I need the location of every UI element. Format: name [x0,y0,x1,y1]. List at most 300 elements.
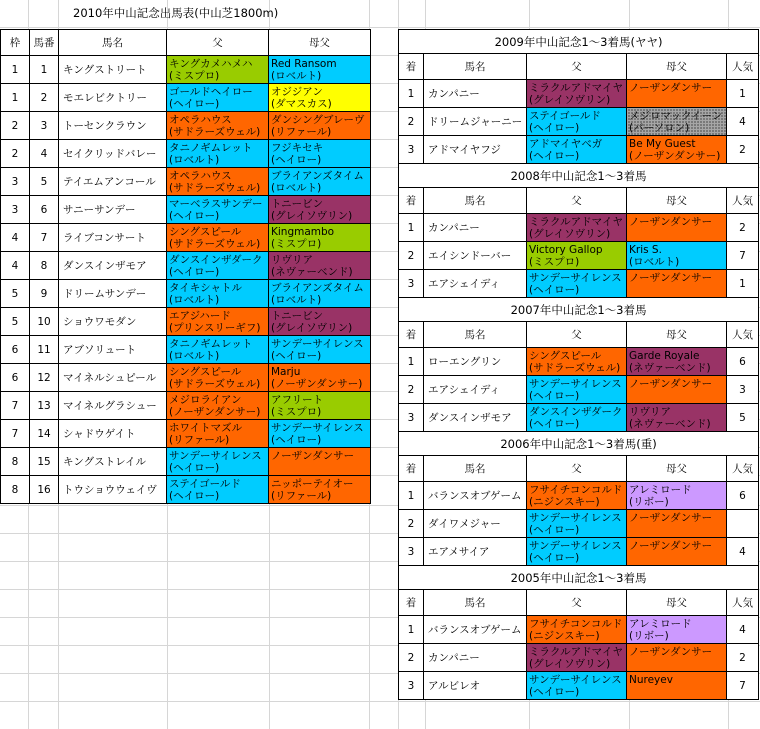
waku-cell[interactable]: 6 [1,364,30,392]
entry-row [1,336,371,364]
horse-name-cell[interactable]: バランスオブゲーム [424,616,527,644]
popularity-cell[interactable]: 6 [727,348,759,376]
finish-cell[interactable]: 3 [399,538,424,566]
damsire-cell-line1: Marju [271,365,301,378]
sire-cell-line2: (グレイソヴリン) [529,93,611,106]
damsire-cell[interactable] [269,252,371,280]
sire-cell[interactable] [527,348,627,376]
damsire-cell[interactable] [269,308,371,336]
popularity-cell[interactable]: 4 [727,108,759,136]
result-row [399,376,759,404]
sire-cell[interactable] [527,510,627,538]
horse-name-cell[interactable]: エアシェイディ [424,376,527,404]
damsire-cell-line1: ノーザンダンサー [629,645,713,658]
umaban-cell[interactable]: 6 [30,196,59,224]
results-header-row [399,188,759,214]
section-title-row [399,566,759,590]
damsire-cell-line2: (グレイソヴリン) [271,321,353,334]
section-title[interactable]: 2007年中山記念1～3着馬 [399,298,759,322]
horse-name-cell[interactable]: キングストレイル [59,448,167,476]
popularity-cell[interactable]: 4 [727,616,759,644]
header-horse-name[interactable]: 馬名 [424,54,527,80]
result-row [399,672,759,700]
sire-cell[interactable] [527,482,627,510]
sire-cell-line2: (リファール) [169,433,230,446]
damsire-cell-line2: (ネヴァーベンド) [629,417,711,430]
waku-cell[interactable]: 8 [1,448,30,476]
damsire-cell-line1: ノーザンダンサー [629,377,713,390]
popularity-cell[interactable]: 2 [727,136,759,164]
horse-name-cell[interactable]: トウショウウェイヴ [59,476,167,504]
umaban-cell[interactable]: 2 [30,84,59,112]
finish-cell[interactable]: 1 [399,214,424,242]
umaban-cell[interactable]: 12 [30,364,59,392]
waku-cell[interactable]: 4 [1,252,30,280]
header-sire[interactable]: 父 [527,590,627,616]
damsire-cell-line1: アレミロード [629,617,692,630]
horse-name-cell[interactable]: ダンスインザモア [59,252,167,280]
sire-cell[interactable] [167,420,269,448]
horse-name-cell[interactable]: ライブコンサート [59,224,167,252]
section-title-row [399,298,759,322]
sire-cell-line1: シングスピール [169,225,242,238]
sire-cell[interactable] [167,448,269,476]
damsire-cell-line2: (ミスプロ) [271,237,322,250]
sire-cell-line2: (ニジンスキー) [529,495,600,508]
horse-name-cell[interactable]: ドリームジャーニー [424,108,527,136]
sire-cell[interactable] [167,252,269,280]
damsire-cell-line1: サンデーサイレンス [271,421,364,434]
sire-cell[interactable] [527,136,627,164]
popularity-cell[interactable] [727,510,759,538]
damsire-cell[interactable] [627,482,727,510]
sire-cell-line2: (ヘイロー) [169,97,220,110]
sire-cell-line2: (サドラーズウェル) [169,237,261,250]
damsire-cell-line2 [629,390,726,402]
damsire-cell-line1: トニービン [271,309,324,322]
header-sire[interactable]: 父 [527,322,627,348]
damsire-cell-line2: (ロベルト) [271,293,322,306]
sire-cell-line1: キングカメハメハ [169,57,253,70]
damsire-cell-line2: (リボー) [629,495,669,508]
sire-cell-line2: (ヘイロー) [529,121,580,134]
damsire-cell-line1: Red Ransom [271,57,337,70]
horse-name-cell[interactable]: ドリームサンデー [59,280,167,308]
umaban-cell[interactable]: 5 [30,168,59,196]
sire-cell-line2: (ヘイロー) [529,149,580,162]
sire-cell-line1: メジロライアン [169,393,242,406]
waku-cell[interactable]: 1 [1,84,30,112]
result-row [399,616,759,644]
sire-cell[interactable] [167,168,269,196]
umaban-cell[interactable]: 3 [30,112,59,140]
header-damsire[interactable]: 母父 [627,54,727,80]
waku-cell[interactable]: 2 [1,112,30,140]
waku-cell[interactable]: 6 [1,336,30,364]
sire-cell[interactable] [527,616,627,644]
sire-cell-line1: サンデーサイレンス [529,377,622,390]
finish-cell[interactable]: 2 [399,510,424,538]
waku-cell[interactable]: 1 [1,56,30,84]
sire-cell-line1: サンデーサイレンス [529,271,622,284]
sire-cell-line1: オペラハウス [169,113,232,126]
damsire-cell[interactable] [269,392,371,420]
sire-cell-line1: ダンスインザダーク [529,405,623,418]
umaban-cell[interactable]: 15 [30,448,59,476]
header-popularity[interactable]: 人気 [727,188,759,214]
waku-cell[interactable]: 5 [1,308,30,336]
result-row [399,482,759,510]
finish-cell[interactable]: 1 [399,616,424,644]
sire-cell-line1: サンデーサイレンス [529,673,622,686]
horse-name-cell[interactable]: エイシンドーバー [424,242,527,270]
damsire-cell-line2: (パーソロン) [629,121,690,134]
damsire-cell-line2: (ノーザンダンサー) [271,377,363,390]
popularity-cell[interactable]: 1 [727,80,759,108]
horse-name-cell[interactable]: キングストリート [59,56,167,84]
waku-cell[interactable]: 5 [1,280,30,308]
horse-name-cell[interactable]: サニーサンデー [59,196,167,224]
entry-row [1,280,371,308]
sire-cell[interactable] [167,140,269,168]
entry-row [1,364,371,392]
waku-cell[interactable]: 3 [1,196,30,224]
header-horse-name[interactable]: 馬名 [424,322,527,348]
sire-cell[interactable] [167,308,269,336]
damsire-cell-line2: (ロベルト) [271,69,322,82]
sire-cell-line1: ミラクルアドマイヤ [529,81,623,94]
horse-name-cell[interactable]: アドマイヤフジ [424,136,527,164]
finish-cell[interactable]: 1 [399,482,424,510]
damsire-cell[interactable] [269,56,371,84]
damsire-cell-line1: ノーザンダンサー [271,449,355,462]
section-title[interactable]: 2008年中山記念1～3着馬 [399,164,759,188]
damsire-cell[interactable] [269,112,371,140]
result-row [399,214,759,242]
waku-cell[interactable]: 7 [1,392,30,420]
damsire-cell-line2: (グレイソヴリン) [271,209,353,222]
sire-cell[interactable] [527,242,627,270]
header-finish[interactable]: 着 [399,54,424,80]
popularity-cell[interactable]: 5 [727,404,759,432]
waku-cell[interactable]: 3 [1,168,30,196]
entry-row [1,112,371,140]
entry-row [1,84,371,112]
header-finish[interactable]: 着 [399,188,424,214]
damsire-cell[interactable] [269,140,371,168]
popularity-cell[interactable]: 3 [727,376,759,404]
result-row [399,510,759,538]
sire-cell-line2: (ヘイロー) [529,417,580,430]
damsire-cell-line2 [629,228,726,240]
sire-cell-line1: ステイゴールド [169,477,241,490]
waku-cell[interactable]: 4 [1,224,30,252]
horse-name-cell[interactable]: エアメサイア [424,538,527,566]
damsire-cell-line1: ノーザンダンサー [629,271,713,284]
damsire-cell-line2 [629,524,726,536]
sire-cell[interactable] [167,112,269,140]
horse-name-cell[interactable]: セイクリッドバレー [59,140,167,168]
damsire-cell[interactable] [269,224,371,252]
damsire-cell-line2: (ヘイロー) [271,433,322,446]
finish-cell[interactable]: 3 [399,136,424,164]
popularity-cell[interactable]: 2 [727,644,759,672]
damsire-cell[interactable] [269,420,371,448]
header-sire[interactable]: 父 [527,188,627,214]
sire-cell-line2: (ニジンスキー) [529,629,600,642]
header-damsire[interactable]: 母父 [627,456,727,482]
header-sire[interactable]: 父 [167,30,269,56]
damsire-cell[interactable] [627,644,727,672]
horse-name-cell[interactable]: バランスオブゲーム [424,482,527,510]
sire-cell-line1: タニノギムレット [169,141,253,154]
header-waku[interactable]: 枠 [1,30,30,56]
section-title[interactable]: 2009年中山記念1～3着馬(ヤヤ) [399,30,759,54]
header-damsire[interactable]: 母父 [627,188,727,214]
sire-cell[interactable] [167,476,269,504]
damsire-cell[interactable] [627,376,727,404]
section-title-row [399,30,759,54]
popularity-cell[interactable]: 2 [727,214,759,242]
finish-cell[interactable]: 2 [399,242,424,270]
header-popularity[interactable]: 人気 [727,456,759,482]
sire-cell[interactable] [527,644,627,672]
horse-name-cell[interactable]: エアシェイディ [424,270,527,298]
header-sire[interactable]: 父 [527,54,627,80]
damsire-cell[interactable] [627,214,727,242]
header-popularity[interactable]: 人気 [727,322,759,348]
horse-name-cell[interactable]: アルビレオ [424,672,527,700]
sire-cell[interactable] [527,214,627,242]
sire-cell[interactable] [527,270,627,298]
damsire-cell-line2 [629,284,726,296]
damsire-cell-line1: Nureyev [629,673,673,686]
umaban-cell[interactable]: 10 [30,308,59,336]
sire-cell[interactable] [167,84,269,112]
damsire-cell[interactable] [269,196,371,224]
sire-cell[interactable] [527,672,627,700]
entry-row [1,476,371,504]
umaban-cell[interactable]: 8 [30,252,59,280]
horse-name-cell[interactable]: マイネルグラシュー [59,392,167,420]
damsire-cell[interactable] [627,348,727,376]
umaban-cell[interactable]: 13 [30,392,59,420]
popularity-cell[interactable]: 1 [727,270,759,298]
sire-cell-line2: (サドラーズウェル) [169,125,261,138]
sire-cell[interactable] [527,80,627,108]
header-horse-name[interactable]: 馬名 [59,30,167,56]
header-finish[interactable]: 着 [399,590,424,616]
damsire-cell[interactable] [269,336,371,364]
sire-cell[interactable] [167,392,269,420]
sire-cell[interactable] [527,404,627,432]
finish-cell[interactable]: 2 [399,644,424,672]
damsire-cell-line2: (ネヴァーベンド) [629,361,711,374]
horse-name-cell[interactable]: カンパニー [424,80,527,108]
damsire-cell[interactable] [269,84,371,112]
header-sire[interactable]: 父 [527,456,627,482]
horse-name-cell[interactable]: ダイワメジャー [424,510,527,538]
result-row [399,108,759,136]
damsire-cell[interactable] [627,538,727,566]
result-row [399,404,759,432]
damsire-cell[interactable] [627,136,727,164]
umaban-cell[interactable]: 9 [30,280,59,308]
waku-cell[interactable]: 2 [1,140,30,168]
popularity-cell[interactable]: 4 [727,538,759,566]
damsire-cell[interactable] [269,476,371,504]
entry-row [1,56,371,84]
damsire-cell-line2: (ロベルト) [629,255,680,268]
sire-cell-line1: シングスピール [169,365,242,378]
horse-name-cell[interactable]: アブソリュート [59,336,167,364]
damsire-cell[interactable] [627,80,727,108]
sire-cell-line2: (ロベルト) [169,293,220,306]
sire-cell-line2: (プリンスリーギフ) [169,321,261,334]
damsire-cell-line1: ノーザンダンサー [629,215,713,228]
damsire-cell-line2: (ノーザンダンサー) [629,149,721,162]
horse-name-cell[interactable]: マイネルシュピール [59,364,167,392]
damsire-cell[interactable] [627,616,727,644]
waku-cell[interactable]: 8 [1,476,30,504]
damsire-cell[interactable] [627,510,727,538]
damsire-cell-line2 [271,462,370,474]
sire-cell-line2: (ロベルト) [169,153,220,166]
sire-cell[interactable] [167,56,269,84]
sire-cell[interactable] [527,538,627,566]
header-finish[interactable]: 着 [399,322,424,348]
damsire-cell-line1: ブライアンズタイム [271,281,364,294]
result-row [399,242,759,270]
entry-row [1,420,371,448]
header-umaban[interactable]: 馬番 [30,30,59,56]
umaban-cell[interactable]: 11 [30,336,59,364]
sire-cell[interactable] [167,364,269,392]
section-title[interactable]: 2005年中山記念1～3着馬 [399,566,759,590]
damsire-cell-line2: (ダマスカス) [271,97,332,110]
sire-cell-line1: サンデーサイレンス [529,511,622,524]
damsire-cell-line2: (リファール) [271,125,332,138]
header-popularity[interactable]: 人気 [727,590,759,616]
popularity-cell[interactable]: 7 [727,672,759,700]
damsire-cell-line1: ブライアンズタイム [271,169,364,182]
entry-row [1,168,371,196]
header-popularity[interactable]: 人気 [727,54,759,80]
damsire-cell-line2: (ネヴァーベンド) [271,265,353,278]
damsire-cell-line2: (ロベルト) [271,181,322,194]
finish-cell[interactable]: 3 [399,404,424,432]
section-title[interactable]: 2006年中山記念1～3着馬(重) [399,432,759,456]
header-horse-name[interactable]: 馬名 [424,188,527,214]
header-horse-name[interactable]: 馬名 [424,590,527,616]
horse-name-cell[interactable]: モエレビクトリー [59,84,167,112]
damsire-cell[interactable] [627,242,727,270]
horse-name-cell[interactable]: ローエングリン [424,348,527,376]
finish-cell[interactable]: 3 [399,270,424,298]
sire-cell-line1: エアジハード [169,309,231,322]
header-damsire[interactable]: 母父 [627,590,727,616]
finish-cell[interactable]: 2 [399,376,424,404]
damsire-cell[interactable] [269,168,371,196]
sire-cell[interactable] [167,280,269,308]
entry-row [1,448,371,476]
header-horse-name[interactable]: 馬名 [424,456,527,482]
sire-cell-line1: フサイチコンコルド [529,483,623,496]
sire-cell-line1: フサイチコンコルド [529,617,623,630]
damsire-cell-line1: メジロマックイーン [629,109,723,122]
sire-cell-line1: シングスピール [529,349,602,362]
umaban-cell[interactable]: 7 [30,224,59,252]
popularity-cell[interactable]: 7 [727,242,759,270]
results-header-row [399,590,759,616]
sire-cell-line1: マーベラスサンデー [169,197,263,210]
header-damsire[interactable]: 母父 [627,322,727,348]
horse-name-cell[interactable]: ダンスインザモア [424,404,527,432]
sire-cell[interactable] [527,376,627,404]
sire-cell[interactable] [527,108,627,136]
damsire-cell[interactable] [627,270,727,298]
damsire-cell-line2: (ヘイロー) [271,349,322,362]
damsire-cell[interactable] [269,280,371,308]
damsire-cell-line1: ダンシングブレーヴ [271,113,365,126]
sire-cell[interactable] [167,224,269,252]
horse-name-cell[interactable]: カンパニー [424,644,527,672]
finish-cell[interactable]: 2 [399,108,424,136]
damsire-cell-line1: リヴリア [629,405,671,418]
damsire-cell-line2 [629,658,726,670]
finish-cell[interactable]: 1 [399,348,424,376]
horse-name-cell[interactable]: ショウワモダン [59,308,167,336]
umaban-cell[interactable]: 1 [30,56,59,84]
umaban-cell[interactable]: 14 [30,420,59,448]
sire-cell[interactable] [167,336,269,364]
sire-cell-line2: (ノーザンダンサー) [169,405,261,418]
sire-cell-line2: (ヘイロー) [529,551,580,564]
damsire-cell[interactable] [269,364,371,392]
horse-name-cell[interactable]: シャドウゲイト [59,420,167,448]
umaban-cell[interactable]: 16 [30,476,59,504]
results-header-row [399,456,759,482]
sire-cell-line2: (ヘイロー) [169,489,220,502]
header-damsire[interactable]: 母父 [269,30,371,56]
horse-name-cell[interactable]: カンパニー [424,214,527,242]
result-row [399,136,759,164]
horse-name-cell[interactable]: テイエムアンコール [59,168,167,196]
horse-name-cell[interactable]: トーセンクラウン [59,112,167,140]
sire-cell[interactable] [167,196,269,224]
header-finish[interactable]: 着 [399,456,424,482]
popularity-cell[interactable]: 6 [727,482,759,510]
waku-cell[interactable]: 7 [1,420,30,448]
damsire-cell-line1: ノーザンダンサー [629,81,713,94]
entry-table [0,29,371,504]
damsire-cell[interactable] [627,404,727,432]
entry-row [1,140,371,168]
sire-cell-line1: サンデーサイレンス [529,539,622,552]
finish-cell[interactable]: 3 [399,672,424,700]
past-results-table [398,29,759,700]
umaban-cell[interactable]: 4 [30,140,59,168]
damsire-cell[interactable] [627,108,727,136]
entry-row [1,224,371,252]
sire-cell-line1: ミラクルアドマイヤ [529,215,623,228]
finish-cell[interactable]: 1 [399,80,424,108]
damsire-cell[interactable] [269,448,371,476]
sire-cell-line2: (ミスプロ) [529,255,580,268]
entry-row [1,196,371,224]
damsire-cell[interactable] [627,672,727,700]
sire-cell-line2: (サドラーズウェル) [169,181,261,194]
